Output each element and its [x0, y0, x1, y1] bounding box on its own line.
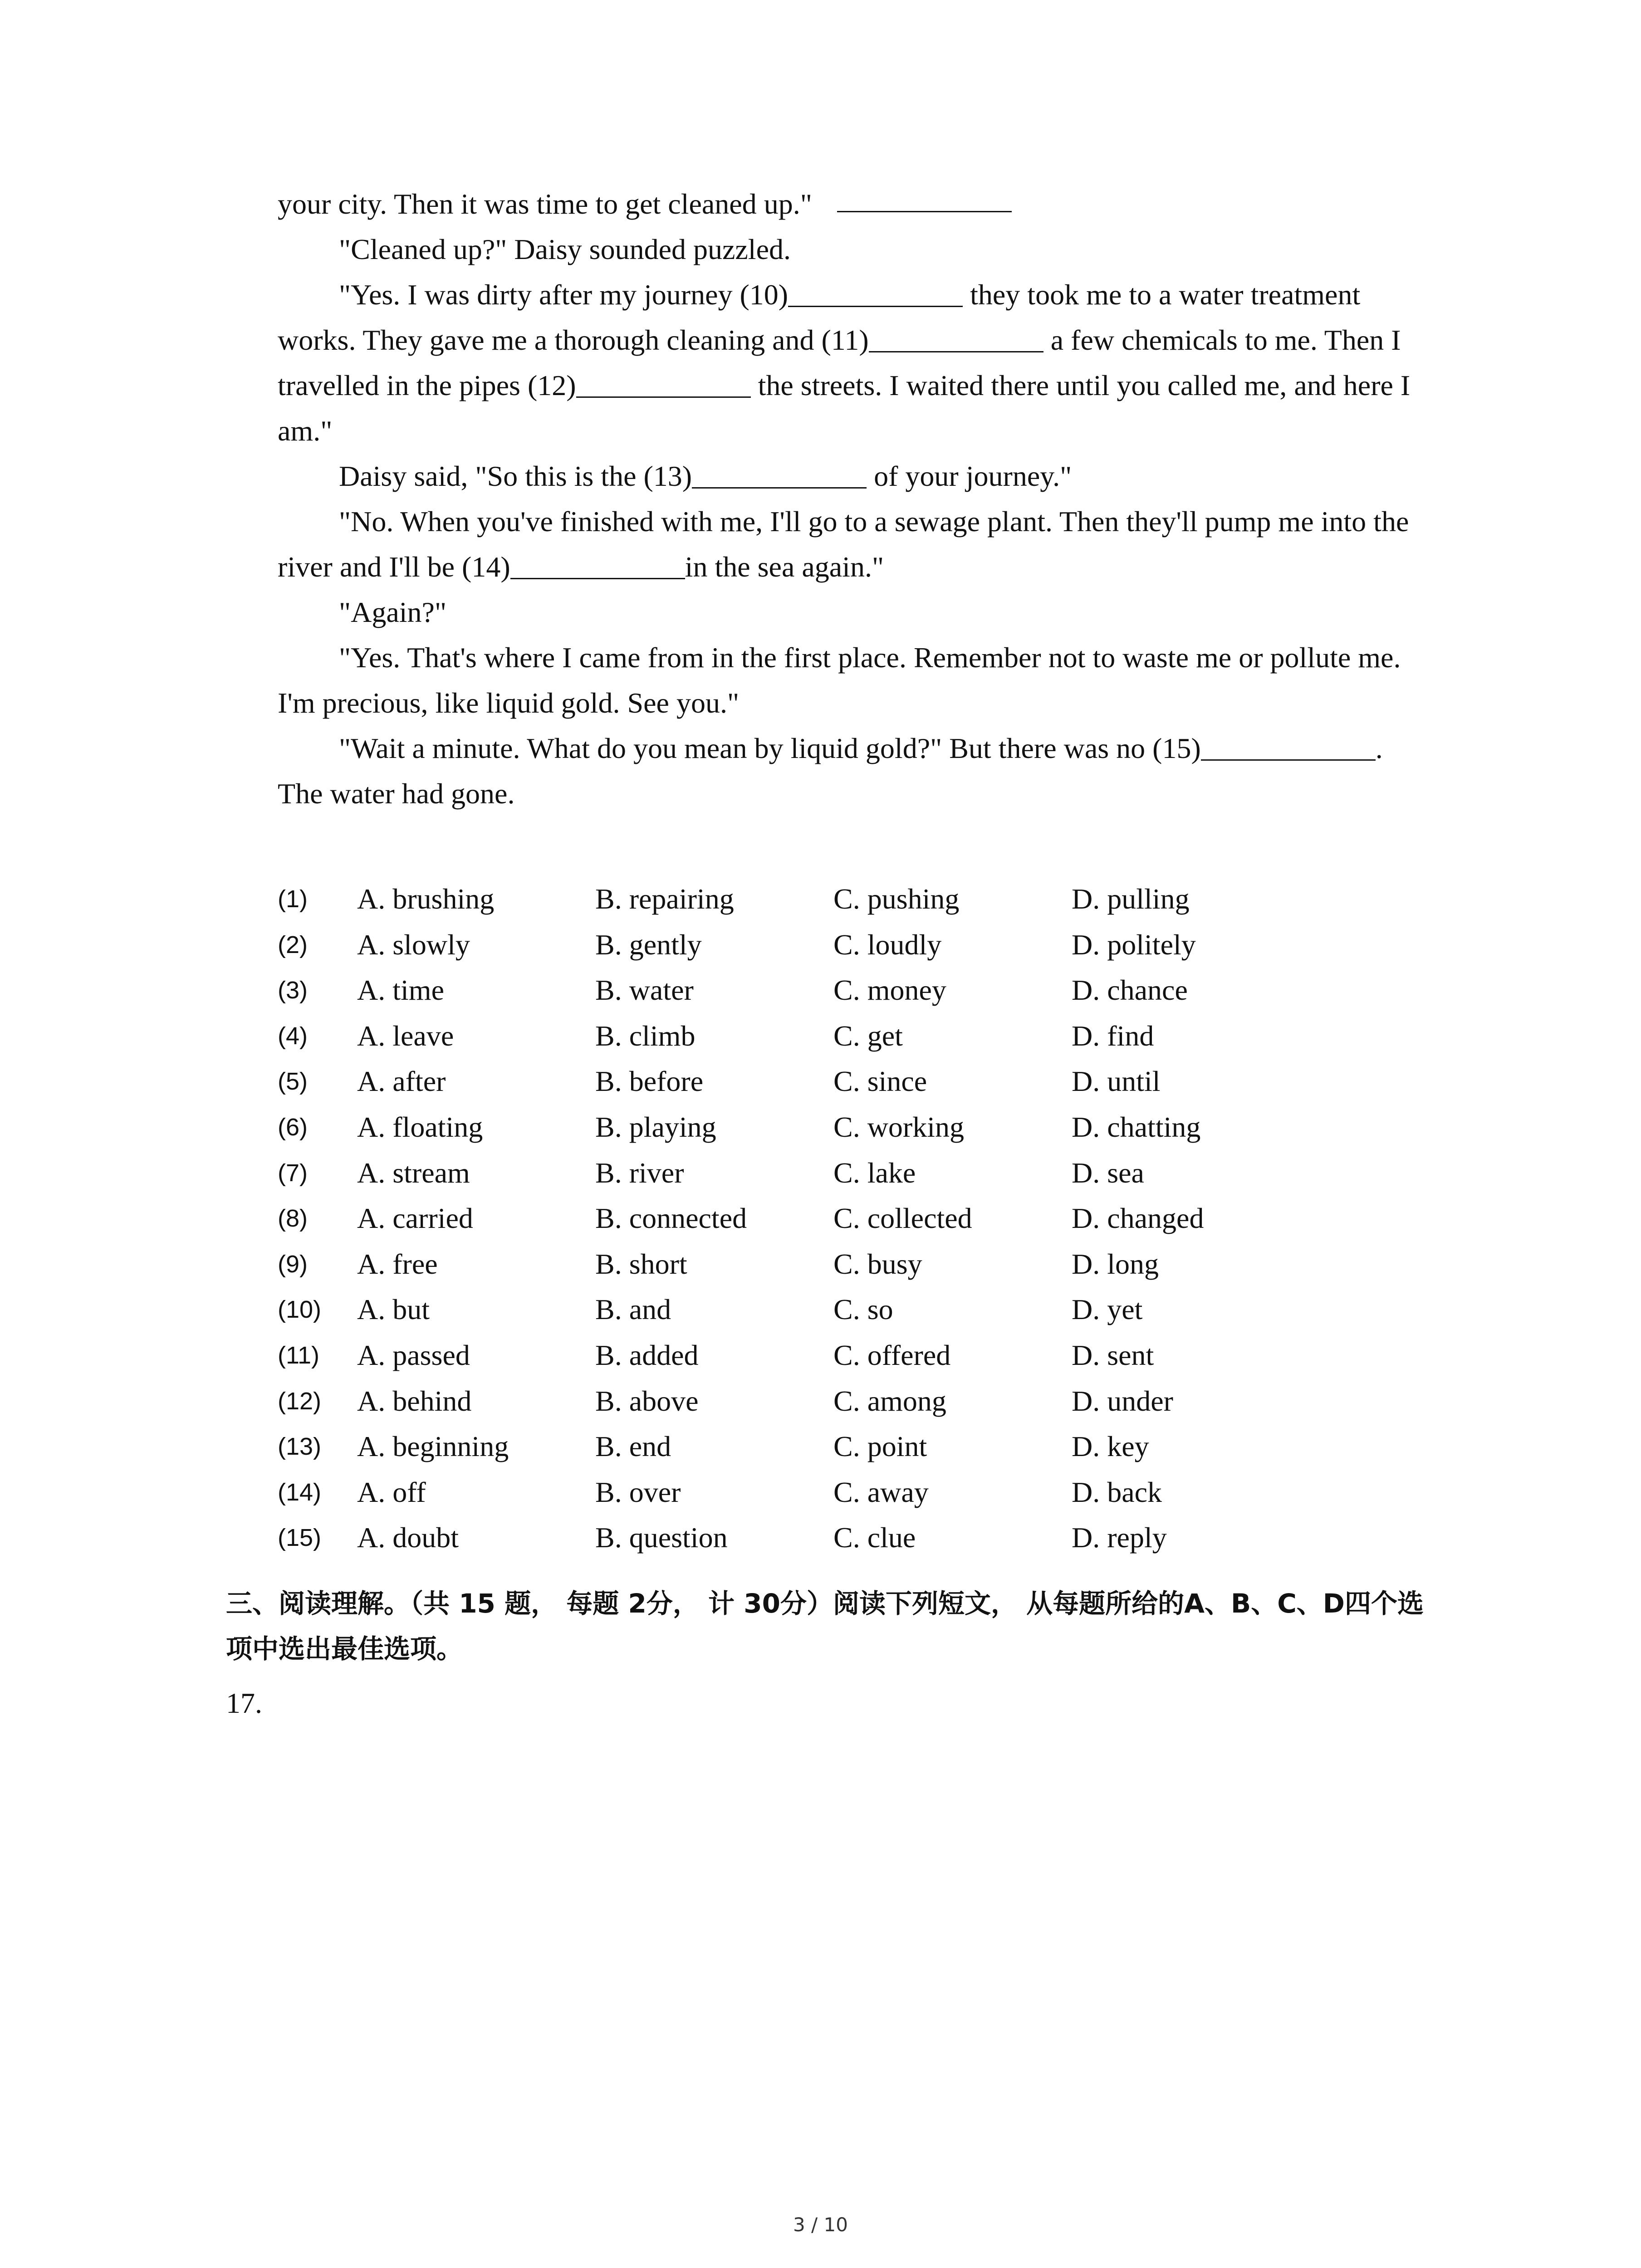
option-b: B. over [595, 1476, 681, 1508]
passage-paragraph [278, 499, 1430, 590]
option-a: A. doubt [357, 1521, 459, 1554]
option-b: B. above [595, 1384, 699, 1417]
option-a: A. brushing [357, 883, 495, 915]
option-c: C. get [833, 1019, 903, 1052]
option-a: A. stream [357, 1156, 470, 1189]
question-number-label: (15) [278, 1524, 322, 1552]
passage-text: in the sea again." [685, 551, 884, 583]
option-b: B. before [595, 1065, 704, 1098]
question-number-label: (10) [278, 1296, 322, 1324]
passage-text: "Wait a minute. What do you mean by liquid gold?" But there was no (15) [339, 732, 1201, 764]
option-d: D. reply [1072, 1521, 1167, 1554]
option-b: B. climb [595, 1019, 696, 1052]
option-d: D. long [1072, 1247, 1159, 1280]
question-number-label: (9) [278, 1250, 308, 1278]
option-row [278, 1293, 1430, 1339]
answer-blank-11 [869, 324, 1043, 352]
option-d: D. changed [1072, 1202, 1204, 1235]
passage-text: a few chemicals to me. Then I travelled in the pipes (12) [278, 324, 1401, 401]
passage-text: of your journey." [867, 460, 1072, 492]
option-b: B. river [595, 1156, 684, 1189]
option-row [278, 1339, 1430, 1384]
option-d: D. politely [1072, 928, 1196, 961]
passage-text: . The water had gone. [278, 732, 1383, 810]
option-d: D. key [1072, 1430, 1149, 1463]
question-number-label: (1) [278, 885, 308, 913]
option-c: C. offered [833, 1339, 951, 1371]
option-c: C. working [833, 1110, 964, 1143]
answer-blank-12 [576, 369, 751, 398]
passage-paragraph [278, 726, 1430, 816]
passage-text: "Yes. I was dirty after my journey (10) [339, 279, 789, 311]
option-a: A. leave [357, 1019, 454, 1052]
option-row [278, 1476, 1430, 1521]
option-b: B. gently [595, 928, 702, 961]
cloze-passage [278, 181, 1430, 816]
option-row [278, 1247, 1430, 1293]
question-number-label: (4) [278, 1022, 308, 1050]
option-c: C. so [833, 1293, 893, 1326]
question-number-label: (13) [278, 1433, 322, 1461]
passage-text: they took me to a water treatment works. They gave me a thorough cleaning and (11) [278, 279, 1361, 356]
option-c: C. among [833, 1384, 946, 1417]
page-number: 3 / 10 [793, 2214, 848, 2236]
option-row [278, 1384, 1430, 1430]
option-b: B. water [595, 974, 694, 1007]
passage-paragraph [278, 454, 1430, 499]
option-d: D. sent [1072, 1339, 1154, 1371]
option-b: B. playing [595, 1110, 716, 1143]
option-a: A. passed [357, 1339, 470, 1371]
question-number-label: (7) [278, 1159, 308, 1187]
question-number: 17. [226, 1687, 262, 1719]
option-c: C. lake [833, 1156, 916, 1189]
option-d: D. find [1072, 1019, 1154, 1052]
option-d: D. pulling [1072, 883, 1190, 915]
option-row [278, 1430, 1430, 1476]
option-row [278, 1019, 1430, 1065]
passage-text: Daisy said, "So this is the (13) [339, 460, 692, 492]
question-number-label: (8) [278, 1205, 308, 1232]
option-row [278, 882, 1430, 928]
option-a: A. but [357, 1293, 430, 1326]
option-row [278, 1521, 1430, 1567]
answer-blank-13 [692, 460, 867, 489]
option-c: C. pushing [833, 883, 960, 915]
option-c: C. since [833, 1065, 927, 1098]
section-heading: 三、阅读理解。（共 15 题， 每题 2分， 计 30分）阅读下列短文， 从每题所给的A、B、C、D四个选项中选出最佳选项。 [226, 1588, 1424, 1664]
option-c: C. loudly [833, 928, 942, 961]
option-a: A. off [357, 1476, 426, 1508]
option-b: B. end [595, 1430, 671, 1463]
passage-paragraph [278, 272, 1430, 454]
option-b: B. repairing [595, 883, 734, 915]
option-b: B. question [595, 1521, 728, 1554]
option-row [278, 1202, 1430, 1247]
passage-paragraph: "Cleaned up?" Daisy sounded puzzled. [339, 233, 791, 265]
option-a: A. floating [357, 1110, 483, 1143]
option-b: B. connected [595, 1202, 747, 1235]
question-number-label: (6) [278, 1113, 308, 1141]
option-a: A. free [357, 1247, 438, 1280]
option-d: D. chatting [1072, 1110, 1201, 1143]
option-d: D. chance [1072, 974, 1188, 1007]
option-c: C. money [833, 974, 946, 1007]
question-number-label: (12) [278, 1387, 322, 1415]
option-b: B. short [595, 1247, 687, 1280]
option-d: D. until [1072, 1065, 1161, 1098]
option-b: B. added [595, 1339, 699, 1371]
passage-text: "No. When you've finished with me, I'll go to a sewage plant. Then they'll pump me into the river and I'll be (14) [278, 505, 1409, 583]
answer-blank-15 [1201, 732, 1376, 761]
answer-options-list [278, 882, 1430, 1567]
question-number-label: (3) [278, 977, 308, 1004]
option-c: C. point [833, 1430, 927, 1463]
option-d: D. sea [1072, 1156, 1144, 1189]
option-a: A. after [357, 1065, 446, 1098]
option-d: D. yet [1072, 1293, 1143, 1326]
option-a: A. beginning [357, 1430, 509, 1463]
answer-blank-14 [510, 551, 685, 579]
option-row [278, 1110, 1430, 1156]
option-a: A. slowly [357, 928, 470, 961]
question-number-label: (2) [278, 931, 308, 958]
option-d: D. under [1072, 1384, 1173, 1417]
question-number-label: (14) [278, 1478, 322, 1506]
option-row [278, 973, 1430, 1019]
option-d: D. back [1072, 1476, 1162, 1508]
passage-text: the streets. I waited there until you called me, and here I am." [278, 369, 1411, 447]
option-row [278, 1156, 1430, 1202]
option-c: C. collected [833, 1202, 972, 1235]
passage-line: your city. Then it was time to get cleaned up." [278, 188, 812, 220]
answer-blank-10 [788, 279, 963, 307]
option-c: C. away [833, 1476, 929, 1508]
option-c: C. clue [833, 1521, 916, 1554]
option-c: C. busy [833, 1247, 922, 1280]
passage-paragraph: "Yes. That's where I came from in the first place. Remember not to waste me or pollute me. I'm precious, like liquid gold. See you." [278, 641, 1401, 719]
option-b: B. and [595, 1293, 671, 1326]
passage-paragraph: "Again?" [339, 596, 447, 628]
option-a: A. time [357, 974, 444, 1007]
option-a: A. behind [357, 1384, 472, 1417]
question-number-label: (11) [278, 1341, 320, 1369]
question-number-label: (5) [278, 1068, 308, 1095]
option-a: A. carried [357, 1202, 473, 1235]
option-row [278, 1065, 1430, 1110]
option-row [278, 928, 1430, 974]
